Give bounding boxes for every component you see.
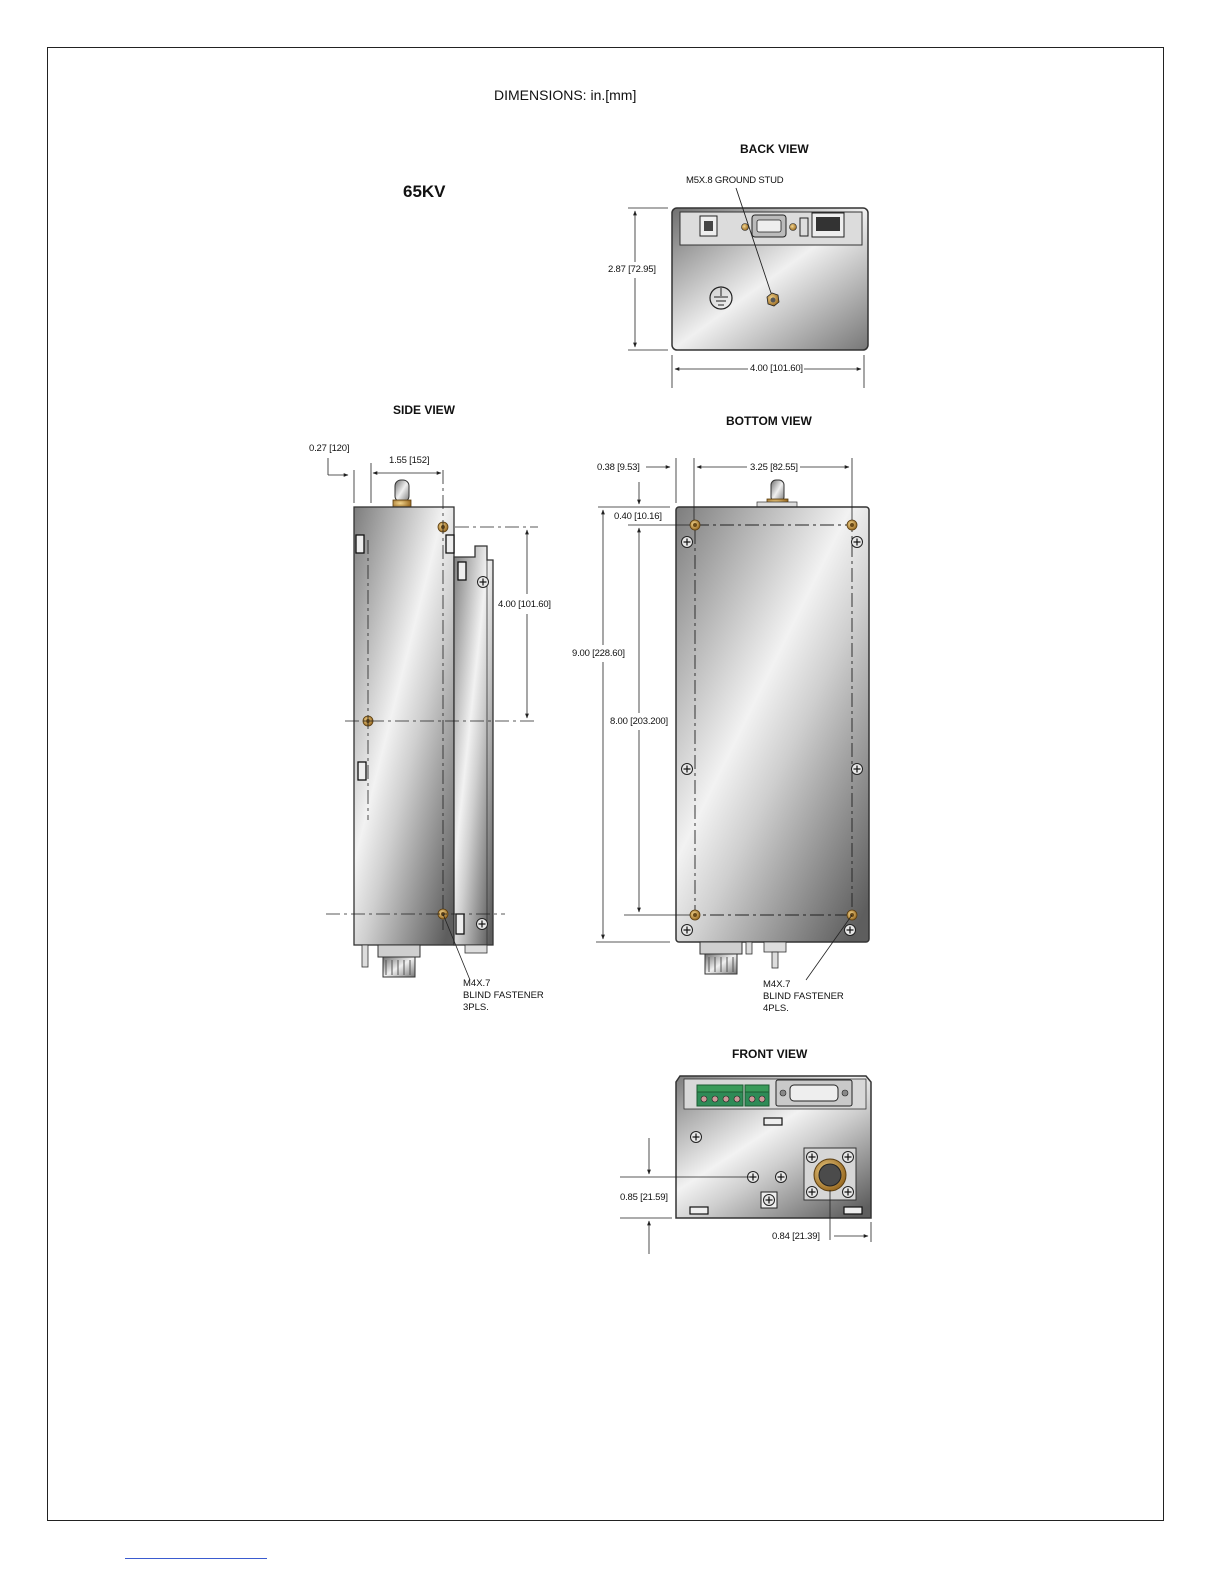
front-right-dim: 0.84 [21.39] bbox=[772, 1231, 820, 1242]
dimensions-label: DIMENSIONS: in.[mm] bbox=[494, 87, 637, 103]
back-height-dim: 2.87 [72.95] bbox=[608, 264, 656, 275]
bottom-fastener-line-1: M4X.7 bbox=[763, 979, 791, 990]
bottom-left-offset-dim: 0.38 [9.53] bbox=[597, 462, 640, 473]
side-fastener-line-2: BLIND FASTENER bbox=[463, 990, 544, 1001]
side-view-drawing bbox=[326, 458, 538, 980]
back-width-dim: 4.00 [101.60] bbox=[750, 363, 803, 374]
front-view-drawing bbox=[620, 1076, 871, 1254]
bottom-fastener-line-3: 4PLS. bbox=[763, 1003, 789, 1014]
bottom-top-offset-dim: 0.40 [10.16] bbox=[614, 511, 662, 522]
bottom-view-title: BOTTOM VIEW bbox=[726, 414, 812, 428]
bottom-fastener-line-2: BLIND FASTENER bbox=[763, 991, 844, 1002]
side-fastener-note bbox=[463, 978, 544, 1014]
back-view-drawing bbox=[628, 188, 868, 388]
side-view-title: SIDE VIEW bbox=[393, 403, 456, 417]
back-view-title: BACK VIEW bbox=[740, 142, 809, 156]
front-view-title: FRONT VIEW bbox=[732, 1047, 808, 1061]
side-fastener-line-1: M4X.7 bbox=[463, 978, 491, 989]
side-width-dim: 1.55 [152] bbox=[389, 455, 430, 466]
side-spacing-dim: 4.00 [101.60] bbox=[498, 599, 551, 610]
bottom-hole-length-dim: 8.00 [203.200] bbox=[610, 716, 668, 727]
bottom-hole-spacing-dim: 3.25 [82.55] bbox=[750, 462, 798, 473]
ground-stud-label: M5X.8 GROUND STUD bbox=[686, 175, 784, 186]
footer-link-underline[interactable] bbox=[125, 1558, 267, 1559]
front-height-dim: 0.85 [21.59] bbox=[620, 1192, 668, 1203]
bottom-length-dim: 9.00 [228.60] bbox=[572, 648, 625, 659]
side-offset-dim: 0.27 [120] bbox=[309, 443, 350, 454]
side-fastener-line-3: 3PLS. bbox=[463, 1002, 489, 1013]
bottom-fastener-note bbox=[763, 979, 844, 1015]
model-label: 65KV bbox=[403, 182, 446, 201]
